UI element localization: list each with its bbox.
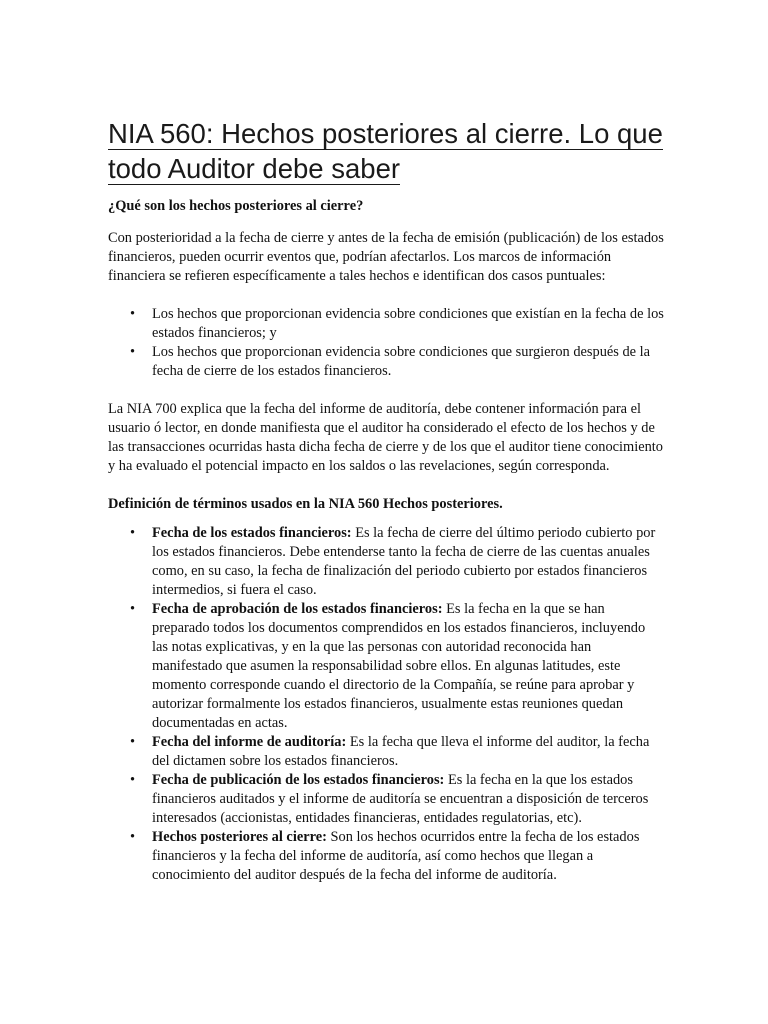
document-title	[108, 116, 664, 186]
definition-term: Fecha del informe de auditoría:	[152, 734, 347, 750]
cases-list	[108, 305, 664, 381]
list-item	[108, 600, 664, 733]
definitions-heading: Definición de términos usados en la NIA 560 Hechos posteriores.	[108, 496, 503, 512]
definition-text: Es la fecha de cierre del último periodo cubierto por los estados financieros. Debe entenderse tanto la fecha de cierre de las cuentas anuales como, en su caso, la fecha de finalización del periodo cubierto por estados financieros intermedios, si fuera el caso.	[152, 525, 656, 598]
definition-text: Son los hechos ocurridos entre la fecha de los estados financieros y la fecha del informe de auditoría, así como hechos que llegan a conocimiento del auditor después de la fecha del informe de auditoría.	[152, 829, 640, 883]
document-title-text: NIA 560: Hechos posteriores al cierre. Lo que todo Auditor debe saber	[108, 118, 663, 184]
definition-term: Fecha de aprobación de los estados financieros:	[152, 601, 443, 617]
list-item	[108, 733, 664, 771]
list-item	[108, 771, 664, 828]
definitions-list	[108, 524, 664, 885]
definition-text: Es la fecha en la que se han preparado todos los documentos comprendidos en los estados financieros, incluyendo las notas explicativas, y en la que las personas con autoridad reconocida han manifestado que asumen la responsabilidad sobre ellos. En algunas latitudes, este momento corresponde cuando el directorio de la Compañía, se reúne para aprobar y autorizar formalmente los estados financieros, usualmente estas reuniones quedan documentadas en actas.	[152, 601, 646, 731]
list-item: • Los hechos que proporcionan evidencia sobre condiciones que existían en la fecha de los estados financieros; y	[108, 305, 664, 343]
document-page	[108, 116, 664, 904]
question-heading: ¿Qué son los hechos posteriores al cierre?	[108, 198, 364, 214]
list-item: • Los hechos que proporcionan evidencia sobre condiciones que surgieron después de la fecha de cierre de los estados financieros.	[108, 343, 664, 381]
nia700-paragraph: La NIA 700 explica que la fecha del informe de auditoría, debe contener información para el usuario ó lector, en donde manifiesta que el auditor ha considerado el efecto de los hechos y de las transacciones ocurridas hasta dicha fecha de cierre y de los que el auditor tiene conocimiento y ha evaluado el potencial impacto en los saldos o las revelaciones, según corresponda.	[108, 401, 664, 474]
definition-term: Hechos posteriores al cierre:	[152, 829, 327, 845]
list-item	[108, 828, 664, 885]
list-item	[108, 524, 664, 600]
definition-text: Es la fecha que lleva el informe del auditor, la fecha del dictamen sobre los estados financieros.	[152, 734, 650, 769]
definition-text: Es la fecha en la que los estados financieros auditados y el informe de auditoría se encuentran a disposición de terceros interesados (accionistas, entidades financieras, entidades regulatorias, etc).	[152, 772, 649, 826]
intro-paragraph: Con posterioridad a la fecha de cierre y antes de la fecha de emisión (publicación) de los estados financieros, pueden ocurrir eventos que, podrían afectarlos. Los marcos de información financiera se refieren específicamente a tales hechos e identifican dos casos puntuales:	[108, 230, 664, 284]
definition-term: Fecha de publicación de los estados financieros:	[152, 772, 445, 788]
definition-term: Fecha de los estados financieros:	[152, 525, 352, 541]
